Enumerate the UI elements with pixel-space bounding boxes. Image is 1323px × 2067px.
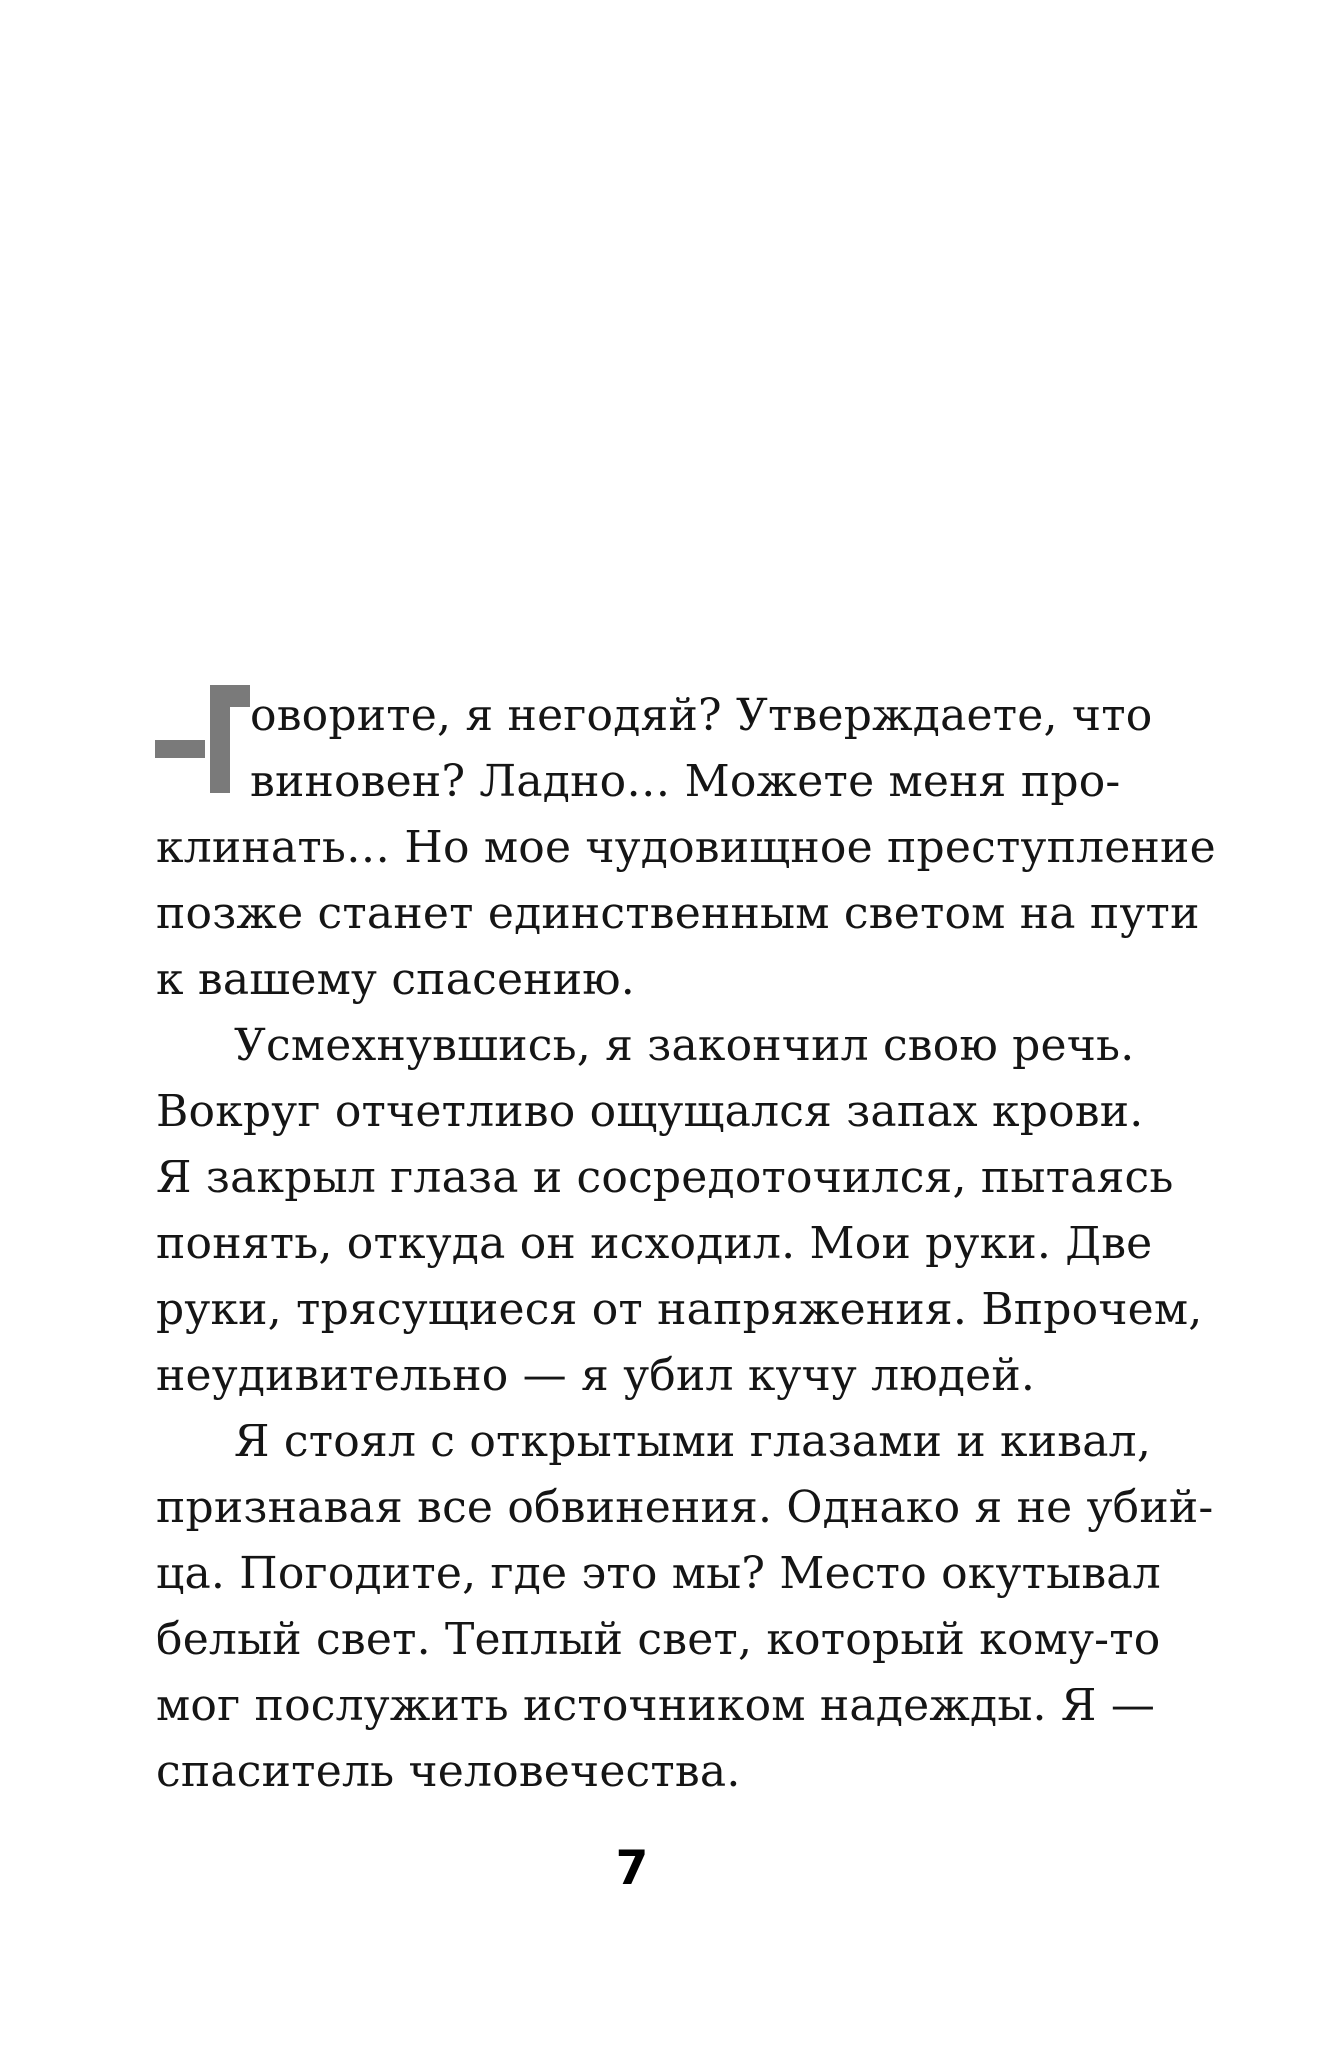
body-line: Усмехнувшись, я закончил свою речь. (234, 1020, 1135, 1071)
body-line: Я закрыл глаза и сосредоточился, пытаясь (156, 1152, 1174, 1203)
body-text (156, 683, 1216, 1805)
body-line: ца. Погодите, где это мы? Место окутывал (156, 1548, 1161, 1599)
body-line: к вашему спасению. (156, 954, 635, 1005)
body-line: руки, трясущиеся от напряжения. Впрочем, (156, 1284, 1203, 1335)
body-line: мог послужить источником надежды. Я — (156, 1680, 1156, 1731)
body-line: оворите, я негодяй? Утверждаете, что (250, 690, 1153, 741)
body-line: клинать… Но мое чудовищное преступление (156, 822, 1216, 873)
body-line: белый свет. Теплый свет, который кому-то (156, 1614, 1161, 1665)
body-line: понять, откуда он исходил. Мои руки. Две (156, 1218, 1153, 1269)
body-line: неудивительно — я убил кучу людей. (156, 1350, 1036, 1401)
body-line: виновен? Ладно… Можете меня про- (250, 756, 1121, 807)
page-number: 7 (615, 1841, 649, 1896)
body-line: спаситель человечества. (156, 1746, 741, 1797)
body-line: Я стоял с открытыми глазами и кивал, (234, 1416, 1152, 1467)
body-line: Вокруг отчетливо ощущался запах крови. (156, 1086, 1144, 1137)
body-line: признавая все обвинения. Однако я не убий- (156, 1482, 1214, 1533)
body-line: позже станет единственным светом на пути (156, 888, 1200, 939)
